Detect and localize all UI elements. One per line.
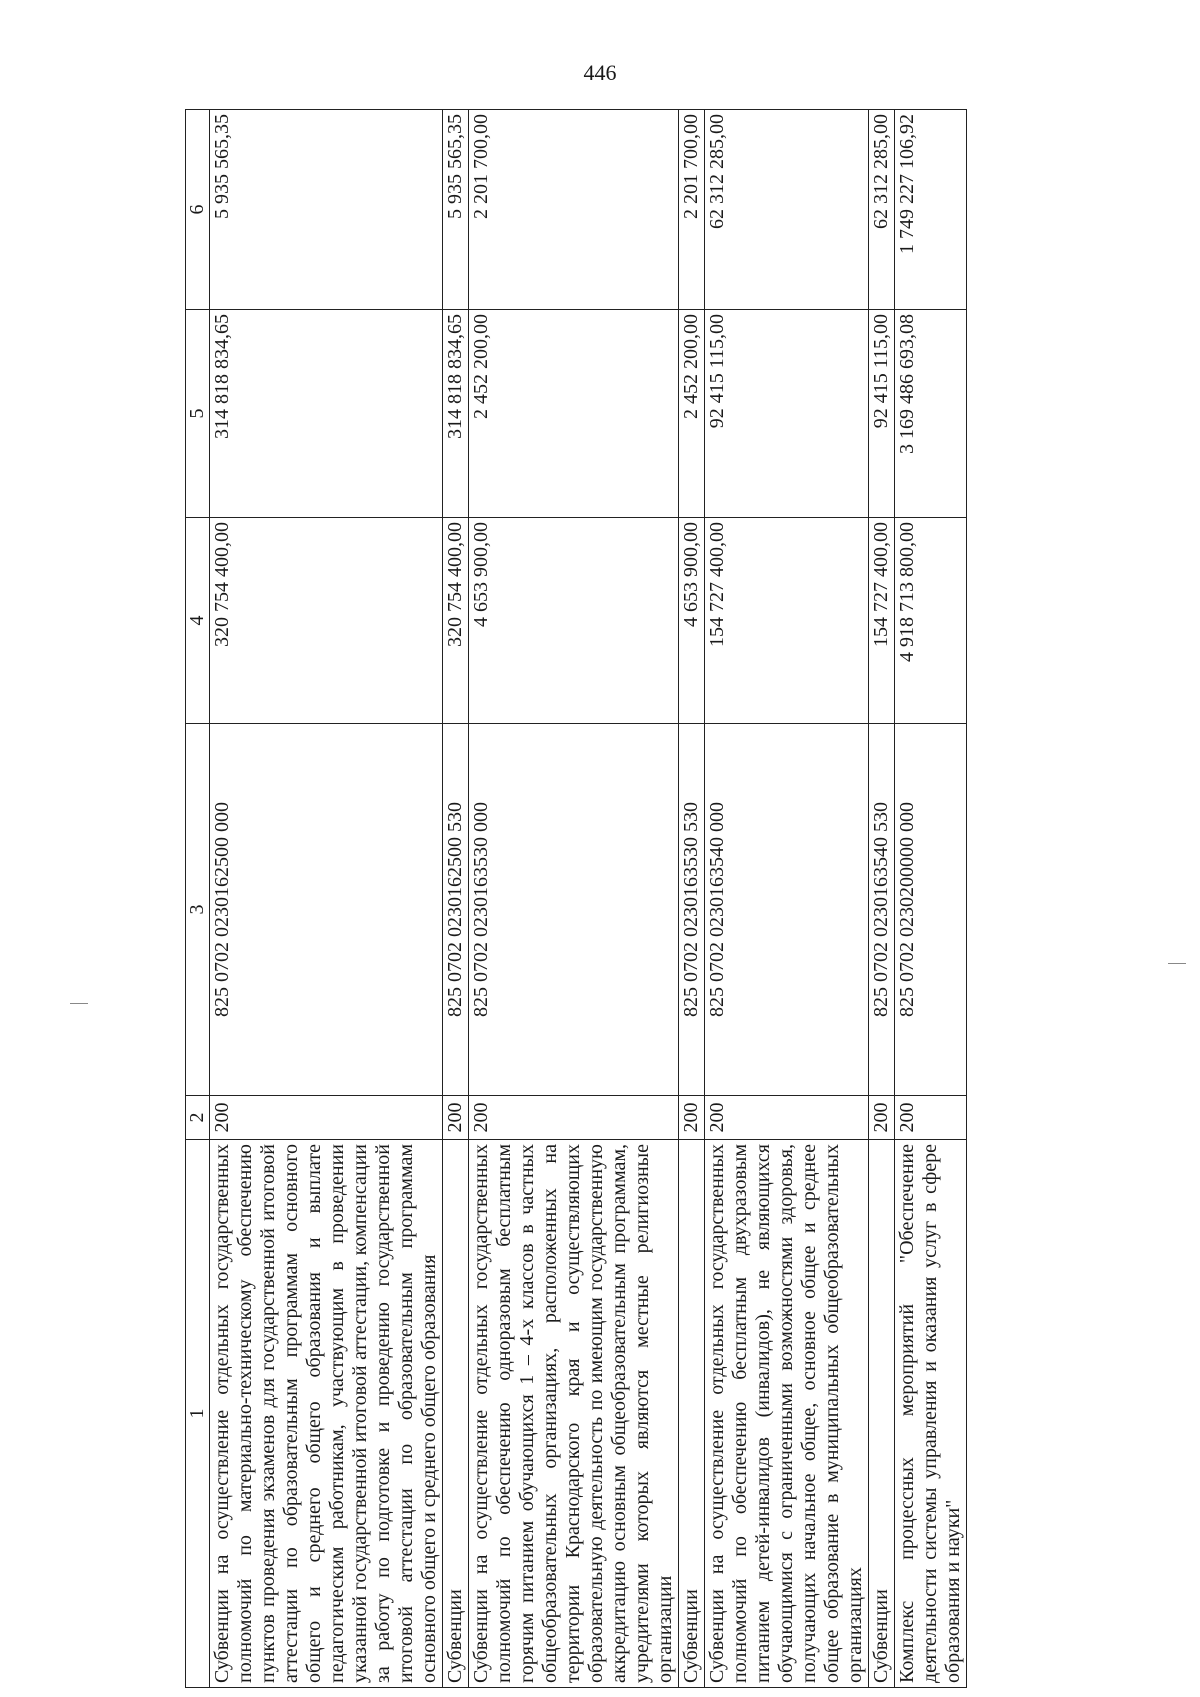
- row-code: 825 0702 0230163530 530: [679, 724, 705, 1096]
- row-value-5: 2 452 200,00: [679, 310, 705, 518]
- row-value-4: 4 918 713 800,00: [895, 518, 967, 724]
- row-value-5: 92 415 115,00: [705, 310, 869, 518]
- column-header: 6: [186, 110, 210, 310]
- table-row: [469, 110, 679, 1688]
- table-row: [869, 110, 895, 1688]
- row-value-6: 5 935 565,35: [443, 110, 469, 310]
- row-col2: 200: [210, 1096, 443, 1140]
- row-value-4: 320 754 400,00: [443, 518, 469, 724]
- row-value-4: 154 727 400,00: [705, 518, 869, 724]
- row-value-4: 4 653 900,00: [679, 518, 705, 724]
- column-header: 2: [186, 1096, 210, 1140]
- row-value-4: 4 653 900,00: [469, 518, 679, 724]
- row-value-5: 3 169 486 693,08: [895, 310, 967, 518]
- table-row: [679, 110, 705, 1688]
- row-code: 825 0702 0230163530 000: [469, 724, 679, 1096]
- column-header: 1: [186, 1140, 210, 1688]
- row-value-5: 314 818 834,65: [443, 310, 469, 518]
- row-name: Субвенции на осуществление отдельных государственных полномочий по обеспечению одноразовым бесплатным горячим питанием обучающихся 1 – 4-х классов в частных общеобразовательных организациях, расположенных на территории Краснодарского края и осуществляющих образовательную деятельность по имеющим государственную аккредитацию основным общеобразовательным программам, учредителями которых являются местные религиозные организации: [469, 1140, 679, 1688]
- scan-mark: [70, 1003, 88, 1004]
- column-header: 4: [186, 518, 210, 724]
- row-value-5: 92 415 115,00: [869, 310, 895, 518]
- row-value-6: 62 312 285,00: [869, 110, 895, 310]
- row-name: Субвенции на осуществление отдельных государственных полномочий по обеспечению бесплатным двухразовым питанием детей-инвалидов (инвалидов), не являющихся обучающимися с ограниченными возможностями здоровья, получающих начальное общее, основное общее и среднее общее образование в муниципальных общеобразовательных организациях: [705, 1140, 869, 1688]
- row-code: 825 0702 0230200000 000: [895, 724, 967, 1096]
- row-col2: 200: [705, 1096, 869, 1140]
- row-value-6: 2 201 700,00: [679, 110, 705, 310]
- row-code: 825 0702 0230163540 530: [869, 724, 895, 1096]
- row-name: Субвенции: [443, 1140, 469, 1688]
- row-code: 825 0702 0230162500 530: [443, 724, 469, 1096]
- table-row: [705, 110, 869, 1688]
- row-col2: 200: [443, 1096, 469, 1140]
- column-header: 5: [186, 310, 210, 518]
- table-row: [443, 110, 469, 1688]
- row-value-6: 2 201 700,00: [469, 110, 679, 310]
- row-value-6: 5 935 565,35: [210, 110, 443, 310]
- table-row: [210, 110, 443, 1688]
- scan-mark: [1168, 963, 1186, 964]
- table-row: [895, 110, 967, 1688]
- row-code: 825 0702 0230163540 000: [705, 724, 869, 1096]
- row-value-5: 314 818 834,65: [210, 310, 443, 518]
- table-header-row: [186, 110, 210, 1688]
- row-value-4: 154 727 400,00: [869, 518, 895, 724]
- budget-table: [185, 109, 967, 1688]
- row-name: Субвенции на осуществление отдельных государственных полномочий по материально-техническому обеспечению пунктов проведения экзаменов для государственной итоговой аттестации по образовательным программам основного общего и среднего общего образования и выплате педагогическим работникам, участвующим в проведении указанной государственной итоговой аттестации, компенсации за работу по подготовке и проведению государственной итоговой аттестации по образовательным программам основного общего и среднего общего образования: [210, 1140, 443, 1688]
- rotated-table-container: [185, 110, 1055, 1688]
- row-value-5: 2 452 200,00: [469, 310, 679, 518]
- row-name: Комплекс процессных мероприятий "Обеспечение деятельности системы управления и оказания услуг в сфере образования и науки": [895, 1140, 967, 1688]
- row-col2: 200: [469, 1096, 679, 1140]
- row-value-6: 62 312 285,00: [705, 110, 869, 310]
- row-name: Субвенции: [679, 1140, 705, 1688]
- row-code: 825 0702 0230162500 000: [210, 724, 443, 1096]
- page-number: 446: [583, 60, 617, 85]
- row-col2: 200: [679, 1096, 705, 1140]
- row-col2: 200: [869, 1096, 895, 1140]
- column-header: 3: [186, 724, 210, 1096]
- row-value-4: 320 754 400,00: [210, 518, 443, 724]
- row-col2: 200: [895, 1096, 967, 1140]
- row-value-6: 1 749 227 106,92: [895, 110, 967, 310]
- row-name: Субвенции: [869, 1140, 895, 1688]
